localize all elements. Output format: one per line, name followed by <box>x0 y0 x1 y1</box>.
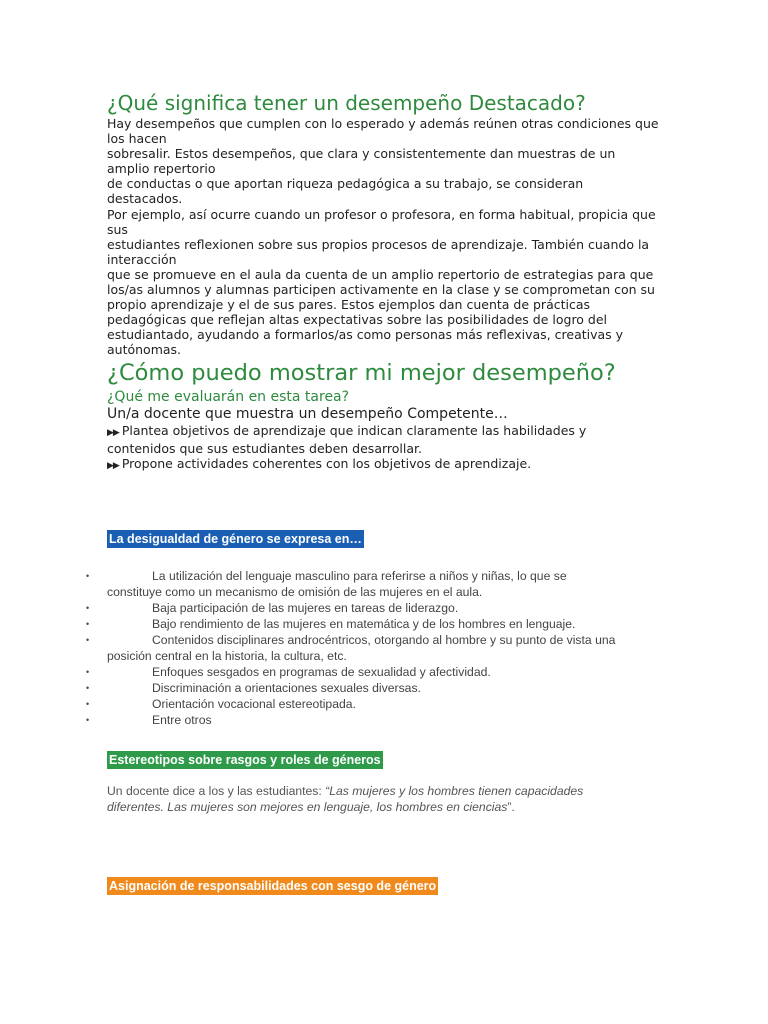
paragraph-line: autónomas. <box>107 342 182 358</box>
paragraph-line: de conductas o que aportan riqueza pedagógica a su trabajo, se consideran <box>107 176 584 192</box>
bullet-icon: • <box>86 667 90 677</box>
double-arrow-icon: ▶▶ <box>107 427 119 438</box>
competent-item: ▶▶ Propone actividades coherentes con los objetivos de aprendizaje. <box>107 455 532 471</box>
paragraph-line: sus <box>107 221 128 237</box>
bullet-icon: • <box>86 571 90 581</box>
paragraph-line: los hacen <box>107 131 167 147</box>
stereotypes-banner: Estereotipos sobre rasgos y roles de géneros <box>109 753 381 767</box>
bullet-icon: • <box>86 603 90 613</box>
competent-item: ▶▶ Plantea objetivos de aprendizaje que indican claramente las habilidades y <box>107 422 587 438</box>
paragraph-line: que se promueve en el aula da cuenta de un amplio repertorio de estrategias para que <box>107 266 654 282</box>
document-page <box>107 90 667 474</box>
paragraph-line: destacados. <box>107 191 183 207</box>
list-item: • Entre otros <box>86 713 212 727</box>
list-item: • La utilización del lenguaje masculino para referirse a niños y niñas, lo que se constituye como un mecanismo de omisión de las mujeres en el aula. <box>86 569 567 599</box>
quote-line: Un docente dice a los y las estudiantes: “Las mujeres y los hombres tienen capacidades <box>107 784 584 798</box>
competent-intro: Un/a docente que muestra un desempeño Competente… <box>107 405 508 422</box>
list-item: • Baja participación de las mujeres en tareas de liderazgo. <box>86 601 459 615</box>
list-item: • Discriminación a orientaciones sexuales diversas. <box>86 681 421 695</box>
bullet-icon: • <box>86 619 90 629</box>
bullet-icon: • <box>86 699 90 709</box>
paragraph-line: Por ejemplo, así ocurre cuando un profesor o profesora, en forma habitual, propicia que <box>107 206 656 222</box>
section-title-destacado: ¿Qué significa tener un desempeño Destacado? <box>107 91 586 115</box>
paragraph-line: pedagógicas que reflejan altas expectativas sobre las posibilidades de logro del <box>107 312 608 328</box>
section-title-mejor-desempeno: ¿Cómo puedo mostrar mi mejor desempeño? <box>107 359 616 386</box>
bullet-icon: • <box>86 715 90 725</box>
paragraph-line: propio aprendizaje y el de sus pares. Estos ejemplos dan cuenta de prácticas <box>107 297 591 313</box>
competent-item-continuation: contenidos que sus estudiantes deben desarrollar. <box>107 440 422 456</box>
paragraph-line: estudiantado, ayudando a formarlos/as como personas más reflexivas, creativas y <box>107 327 624 343</box>
list-item: • Enfoques sesgados en programas de sexualidad y afectividad. <box>86 665 491 679</box>
section-subtitle: ¿Qué me evaluarán en esta tarea? <box>107 388 350 405</box>
responsibilities-banner: Asignación de responsabilidades con sesgo de género <box>109 879 437 893</box>
double-arrow-icon: ▶▶ <box>107 460 119 471</box>
paragraph-line: los/as alumnos y alumnas participen activamente en la clase y se comprometan con su <box>107 282 655 298</box>
paragraph-line: amplio repertorio <box>107 161 216 177</box>
list-item: • Bajo rendimiento de las mujeres en matemática y de los hombres en lenguaje. <box>86 617 576 631</box>
list-item: • Contenidos disciplinares androcéntricos, otorgando al hombre y su punto de vista una posición central en la historia, la cultura, etc. <box>86 633 616 663</box>
paragraph-line: sobresalir. Estos desempeños, que clara y consistentemente dan muestras de un <box>107 146 616 162</box>
destacado-paragraph <box>107 116 667 358</box>
bullet-icon: • <box>86 635 90 645</box>
paragraph-line: estudiantes reflexionen sobre sus propios procesos de aprendizaje. También cuando la <box>107 236 650 252</box>
gender-inequality-banner: La desigualdad de género se expresa en… <box>109 532 362 546</box>
quote-line: diferentes. Las mujeres son mejores en lenguaje, los hombres en ciencias”. <box>107 800 515 814</box>
gender-inequality-list <box>0 568 768 728</box>
paragraph-line: Hay desempeños que cumplen con lo esperado y además reúnen otras condiciones que <box>107 116 659 131</box>
competent-list <box>107 423 667 474</box>
list-item: • Orientación vocacional estereotipada. <box>86 697 356 711</box>
bullet-icon: • <box>86 683 90 693</box>
teacher-quote <box>107 783 583 815</box>
paragraph-line: interacción <box>107 251 177 267</box>
